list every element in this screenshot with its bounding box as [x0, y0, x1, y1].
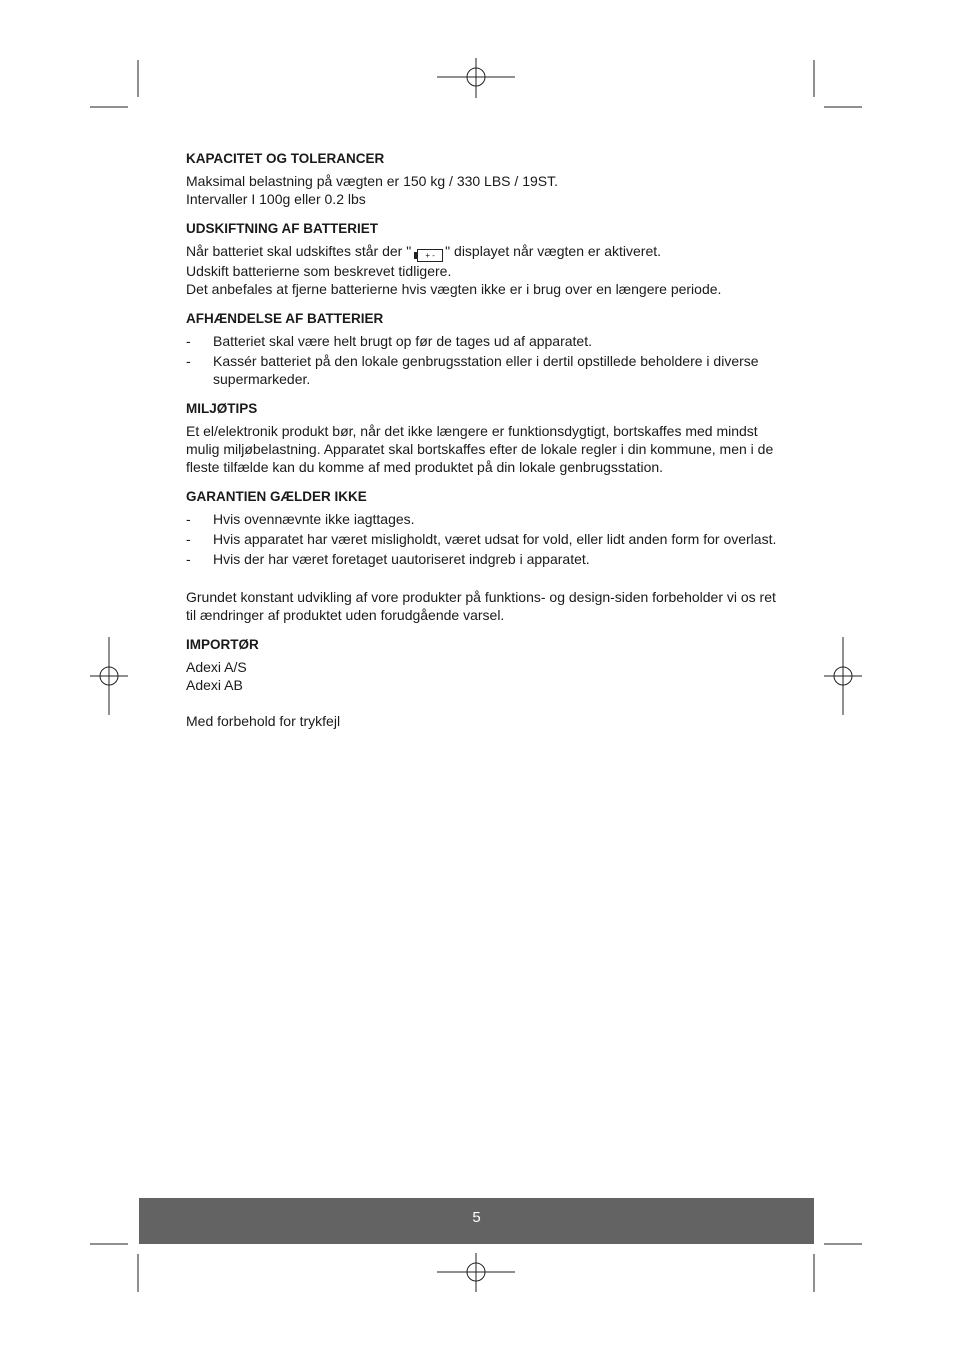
capacity-max-load: Maksimal belastning på vægten er 150 kg / 330 LBS / 19ST. — [186, 173, 558, 189]
battery-indicator-line — [186, 242, 786, 262]
list-item — [186, 510, 786, 528]
section-heading: KAPACITET OG TOLERANCER — [186, 151, 385, 166]
battery-replace-instruction: Udskift batterierne som beskrevet tidligere. — [186, 263, 452, 279]
list-dash: - — [186, 353, 191, 369]
capacity-intervals: Intervaller I 100g eller 0.2 lbs — [186, 191, 366, 207]
section-miljotips — [186, 400, 786, 476]
section-heading: IMPORTØR — [186, 637, 259, 652]
section-garantien — [186, 488, 786, 624]
list-item-text: Kassér batteriet på den lokale genbrugsstation eller i dertil opstillede beholdere i diverse supermarkeder. — [213, 353, 759, 387]
battery-remove-advice: Det anbefales at fjerne batterierne hvis vægten ikke er i brug over en længere periode. — [186, 281, 722, 297]
battery-icon: + - — [417, 249, 443, 262]
list-item — [186, 550, 786, 568]
section-heading: AFHÆNDELSE AF BATTERIER — [186, 311, 384, 326]
section-heading: UDSKIFTNING AF BATTERIET — [186, 221, 378, 236]
spacer — [186, 694, 786, 712]
battery-line-after: " displayet når vægten er aktiveret. — [445, 243, 662, 259]
list-item — [186, 352, 786, 388]
product-change-note: Grundet konstant udvikling af vore produkter på funktions- og design-siden forbeholder vi os ret til ændringer af produktet uden forudgående varsel. — [186, 589, 776, 623]
print-error-disclaimer: Med forbehold for trykfejl — [186, 713, 341, 729]
section-kapacitet — [186, 150, 786, 208]
warranty-exclusions-list — [186, 510, 786, 568]
list-item-text: Hvis ovennævnte ikke iagttages. — [213, 511, 415, 527]
list-item — [186, 530, 786, 548]
list-dash: - — [186, 511, 191, 527]
list-item-text: Hvis der har været foretaget uautoriseret indgreb i apparatet. — [213, 551, 590, 567]
list-dash: - — [186, 531, 191, 547]
section-heading: MILJØTIPS — [186, 401, 258, 416]
page-number: 5 — [472, 1209, 481, 1226]
section-importor — [186, 636, 786, 730]
list-item-text: Batteriet skal være helt brugt op før de tages ud af apparatet. — [213, 333, 592, 349]
footer-bar — [139, 1198, 814, 1244]
list-item — [186, 332, 786, 350]
list-item-text: Hvis apparatet har været misligholdt, været udsat for vold, eller lidt anden form for overlast. — [213, 531, 777, 547]
importer-name: Adexi A/S — [186, 659, 247, 675]
disposal-list — [186, 332, 786, 388]
spacer — [186, 570, 786, 588]
manual-page-content — [186, 150, 786, 742]
list-dash: - — [186, 333, 191, 349]
battery-line-before: Når batteriet skal udskiftes står der " — [186, 243, 412, 259]
section-afhaendelse — [186, 310, 786, 388]
importer-name: Adexi AB — [186, 677, 243, 693]
list-dash: - — [186, 551, 191, 567]
section-udskiftning — [186, 220, 786, 298]
environment-text: Et el/elektronik produkt bør, når det ikke længere er funktionsdygtigt, bortskaffes med mindst mulig miljøbelastning. Apparatet skal bortskaffes efter de lokale regler i din kommune, men i de fleste tilfælde kan du komme af med produktet på din lokale genbrugsstation. — [186, 423, 774, 475]
section-heading: GARANTIEN GÆLDER IKKE — [186, 489, 367, 504]
